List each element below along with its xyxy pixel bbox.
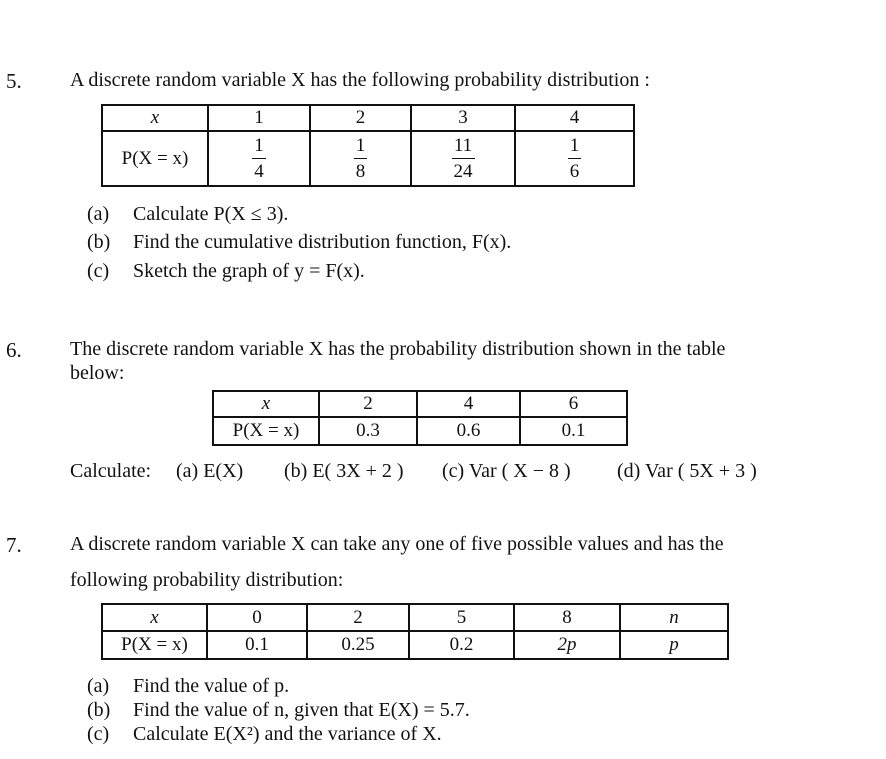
question-6-stem-line-2: below: [70, 362, 125, 384]
table-row-x [102, 105, 634, 131]
probability-value: 0.1 [520, 417, 627, 445]
probability-value: 0.2 [409, 631, 514, 659]
question-5-part-c: (c) Sketch the graph of y = F(x). [87, 260, 365, 282]
row-label-x: x [213, 391, 319, 417]
probability-value: p [620, 631, 728, 659]
question-7-number: 7. [6, 533, 22, 557]
x-value: 0 [207, 604, 307, 631]
probability-value: 0.1 [207, 631, 307, 659]
x-value: 4 [515, 105, 634, 131]
question-7-part-b: (b) Find the value of n, given that E(X) = 5.7. [87, 699, 470, 721]
question-5-distribution-table [101, 104, 635, 187]
table-row-probability [102, 631, 728, 659]
x-value: 5 [409, 604, 514, 631]
row-label-probability: P(X = x) [213, 417, 319, 445]
question-5-stem: A discrete random variable X has the following probability distribution : [70, 69, 650, 91]
x-value: 8 [514, 604, 620, 631]
x-value: 2 [307, 604, 409, 631]
probability-fraction: $\frac{11}{24}$ [411, 131, 515, 186]
question-5-part-b: (b) Find the cumulative distribution function, F(x). [87, 231, 512, 253]
probability-value: 0.6 [417, 417, 520, 445]
question-7-stem-line-1: A discrete random variable X can take any one of five possible values and has the [70, 533, 724, 555]
probability-fraction: $\frac{1}{8}$ [310, 131, 411, 186]
row-label-x: x [102, 604, 207, 631]
row-label-x: x [102, 105, 208, 131]
question-7-part-a: (a) Find the value of p. [87, 675, 290, 697]
question-6-stem-line-1: The discrete random variable X has the probability distribution shown in the table [70, 338, 726, 360]
question-5-number: 5. [6, 69, 22, 93]
x-value: 3 [411, 105, 515, 131]
question-6-calc-b: (b) E( 3X + 2 ) [284, 460, 404, 482]
probability-value: 0.3 [319, 417, 417, 445]
question-6-calc-d: (d) Var ( 5X + 3 ) [617, 460, 757, 482]
x-value: 2 [319, 391, 417, 417]
x-value: 1 [208, 105, 310, 131]
question-7-part-c: (c) Calculate E(X²) and the variance of X. [87, 723, 442, 745]
x-value: 6 [520, 391, 627, 417]
probability-fraction: $\frac{1}{4}$ [208, 131, 310, 186]
row-label-probability: P(X = x) [102, 631, 207, 659]
table-row-probability [213, 417, 627, 445]
question-6-distribution-table [212, 390, 628, 446]
probability-value: 2p [514, 631, 620, 659]
probability-fraction: $\frac{1}{6}$ [515, 131, 634, 186]
question-6-calc-c: (c) Var ( X − 8 ) [442, 460, 571, 482]
question-7-stem-line-2: following probability distribution: [70, 569, 344, 591]
row-label-probability: P(X = x) [102, 131, 208, 186]
question-6-calc-a: (a) E(X) [176, 460, 244, 482]
table-row-x [213, 391, 627, 417]
table-row-probability [102, 131, 634, 186]
x-value: 2 [310, 105, 411, 131]
question-6-calculate-label: Calculate: [70, 460, 152, 482]
question-5-part-a: (a) Calculate P(X ≤ 3). [87, 203, 289, 225]
table-row-x [102, 604, 728, 631]
probability-value: 0.25 [307, 631, 409, 659]
question-7-distribution-table [101, 603, 729, 660]
x-value: 4 [417, 391, 520, 417]
x-value: n [620, 604, 728, 631]
question-6-number: 6. [6, 338, 22, 362]
